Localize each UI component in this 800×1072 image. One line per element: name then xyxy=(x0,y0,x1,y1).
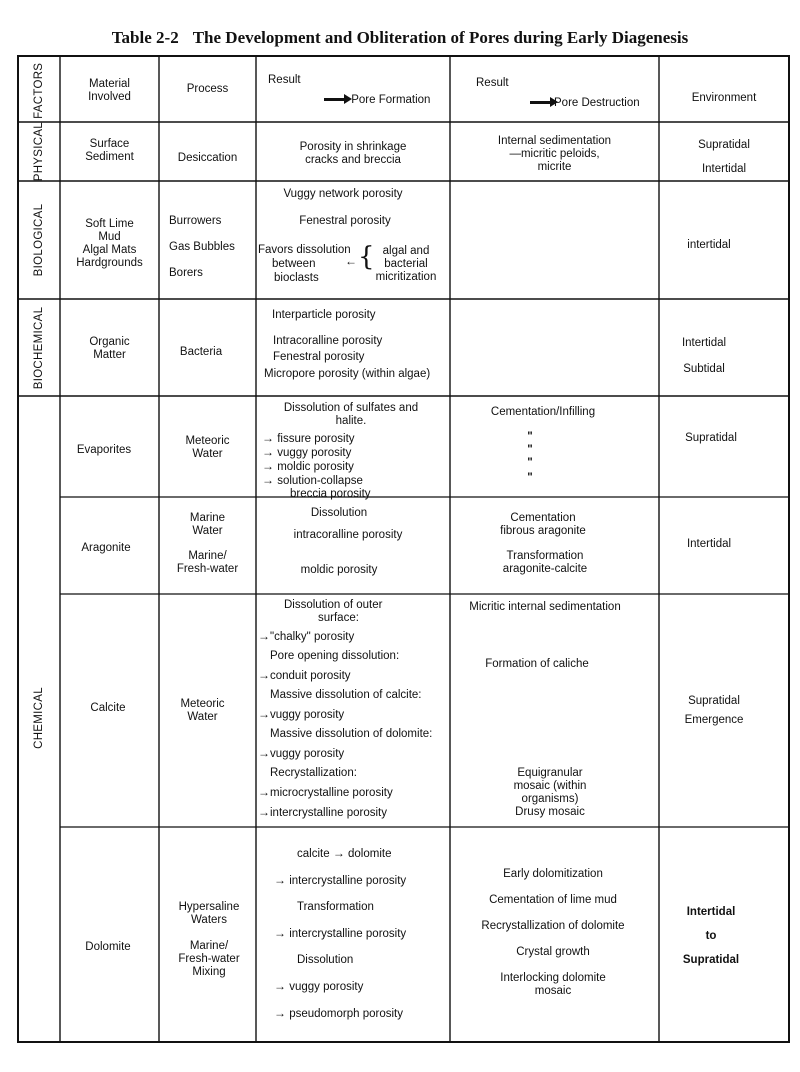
organic-material: Organic Matter xyxy=(89,336,130,361)
arrow-right-icon: → xyxy=(274,979,286,993)
arrow-right-icon: → xyxy=(274,926,286,940)
arrow-right-icon: → xyxy=(258,785,270,799)
biological-process: Burrowers Gas Bubbles Borers xyxy=(169,215,235,279)
aragonite-material: Aragonite xyxy=(81,542,131,554)
arrow-right-icon: → xyxy=(258,707,270,721)
organic-environment: Intertidal Subtidal xyxy=(681,337,727,375)
biological-material: Soft Lime Mud Algal Mats Hardgrounds xyxy=(76,218,143,269)
header-result-formation: Result Pore Formation xyxy=(268,74,431,106)
aragonite-destruction-transformation: Transformation aragonite-calcite xyxy=(502,550,588,575)
evaporites-material: Evaporites xyxy=(76,444,132,456)
arrow-right-icon: → xyxy=(274,873,286,887)
calcite-environment: Supratidal Emergence xyxy=(684,695,744,726)
table-caption: The Development and Obliteration of Pores during Early Diagenesis xyxy=(192,28,689,47)
evaporites-process: Meteoric Water xyxy=(185,435,230,460)
dolomite-formation: calcite → dolomite → intercrystalline porosity Transformation → intercrystalline porosity Dissolution → vuggy porosity → pseudomorph porosity xyxy=(274,846,407,1020)
biological-formation-fenestral: Fenestral porosity xyxy=(299,215,391,227)
aragonite-destruction-cementation: Cementation fibrous aragonite xyxy=(500,512,586,537)
evaporites-environment: Supratidal xyxy=(685,432,737,444)
arrow-right-icon: → xyxy=(258,805,270,819)
arrow-right-icon: → xyxy=(262,431,274,445)
header-result-destruction: Result Pore Destruction xyxy=(476,77,640,109)
evaporites-formation-list: → fissure porosity → vuggy porosity → moldic porosity → solution-collapse breccia porosity xyxy=(262,431,371,500)
arrow-right-icon: → xyxy=(258,668,270,682)
arrow-right-icon: → xyxy=(258,629,270,643)
surface-environment: Supratidal Intertidal xyxy=(698,139,750,175)
evaporites-ditto-marks: " " " " xyxy=(527,431,533,484)
arrow-right-icon: → xyxy=(274,1006,286,1020)
calcite-destruction-micritic: Micritic internal sedimentation xyxy=(469,601,621,613)
header-environment: Environment xyxy=(691,92,757,104)
group-physical: PHYSICAL FACTORS xyxy=(33,62,45,182)
dolomite-process-hypersaline: Hypersaline Waters xyxy=(178,901,240,926)
header-material: Material Involved xyxy=(88,78,131,103)
arrow-right-icon: → xyxy=(332,846,345,860)
surface-material: Surface Sediment xyxy=(85,138,134,163)
arrow-right-icon xyxy=(324,98,346,101)
dolomite-destruction: Early dolomitization Cementation of lime mud Recrystallization of dolomite Crystal growth Interlocking dolomite mosaic xyxy=(481,868,625,997)
biological-environment: intertidal xyxy=(687,239,731,251)
biological-formation-micritization: algal and bacterial micritization xyxy=(375,245,437,283)
brace-icon: { xyxy=(358,242,375,272)
organic-formation: Interparticle porosity Intracoralline porosity Fenestral porosity Micropore porosity (within algae) xyxy=(264,309,431,380)
arrow-left-icon: ← xyxy=(345,254,357,268)
surface-destruction: Internal sedimentation —micritic peloids, micrite xyxy=(497,135,612,173)
organic-process: Bacteria xyxy=(179,346,223,358)
group-biochemical: BIOCHEMICAL xyxy=(33,306,45,390)
header-process: Process xyxy=(186,83,229,95)
dolomite-environment: Intertidal to Supratidal xyxy=(682,906,740,966)
group-chemical: CHEMICAL xyxy=(33,687,45,749)
aragonite-formation: Dissolution intracoralline porosity moldic porosity xyxy=(293,507,403,576)
biological-formation-vuggy: Vuggy network porosity xyxy=(283,188,403,200)
aragonite-environment: Intertidal xyxy=(686,538,732,550)
evaporites-destruction: Cementation/Infilling xyxy=(490,406,596,418)
arrow-right-icon: → xyxy=(262,473,274,487)
evaporites-formation-head: Dissolution of sulfates and halite. xyxy=(283,402,419,427)
calcite-destruction-mosaic: Equigranular mosaic (within organisms) Drusy mosaic xyxy=(513,767,587,818)
aragonite-process-marine: Marine Water xyxy=(189,512,226,537)
calcite-material: Calcite xyxy=(90,702,126,714)
surface-formation: Porosity in shrinkage cracks and breccia xyxy=(299,141,407,166)
dolomite-material: Dolomite xyxy=(85,941,131,953)
dolomite-process-mixing: Marine/ Fresh-water Mixing xyxy=(178,940,240,978)
calcite-process: Meteoric Water xyxy=(180,698,225,723)
biological-formation-dissolution: Favors dissolution between bioclasts xyxy=(258,244,351,284)
arrow-right-icon: → xyxy=(262,445,274,459)
arrow-right-icon: → xyxy=(262,459,274,473)
table-number: Table 2-2 xyxy=(111,28,179,47)
surface-process: Desiccation xyxy=(177,152,238,164)
calcite-destruction-caliche: Formation of caliche xyxy=(485,658,589,670)
arrow-right-icon: → xyxy=(258,746,270,760)
calcite-formation: Dissolution of outer surface: →"chalky" porosity Pore opening dissolution: →conduit porosity Massive dissolution of calcite: →vuggy porosity Massive dissolution of dolomite: →vuggy porosity Recrystallization: →microcrystalline porosity →intercrystalline porosity xyxy=(258,599,433,819)
group-biological: BIOLOGICAL xyxy=(33,203,45,277)
arrow-right-icon xyxy=(530,101,552,104)
aragonite-process-mixed: Marine/ Fresh-water xyxy=(176,550,239,575)
